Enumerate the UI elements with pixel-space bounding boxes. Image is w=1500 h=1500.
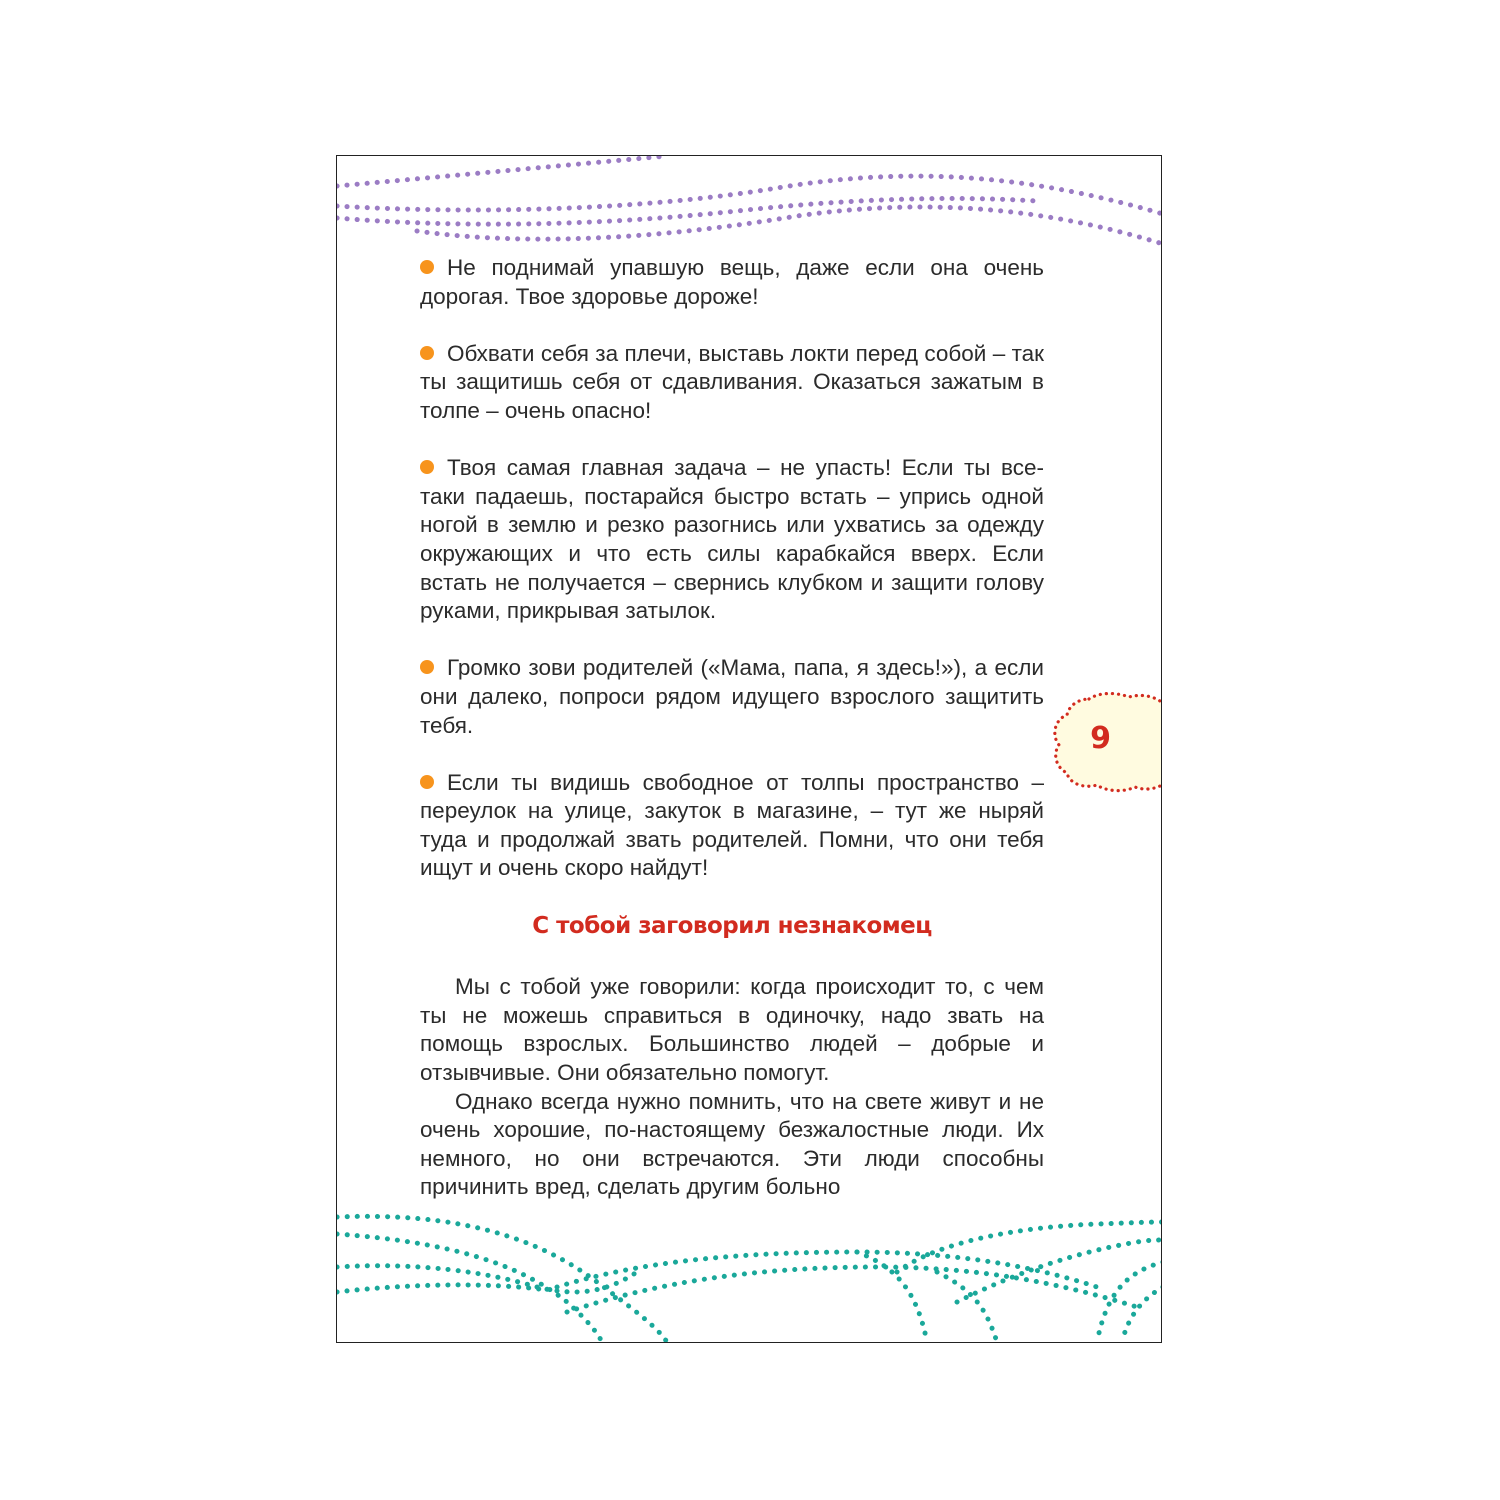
page-content bbox=[420, 254, 1044, 1202]
bullet-item bbox=[420, 454, 1044, 626]
orange-bullet-icon bbox=[420, 460, 434, 474]
bullet-item bbox=[420, 340, 1044, 426]
body-paragraph: Однако всегда нужно помнить, что на свете живут и не очень хорошие, по-настоящему безжалостные люди. Их немного, но они встречаются. Эти люди способны причинить вред, сделать другим больно bbox=[420, 1088, 1044, 1200]
body-paragraph: Мы с тобой уже говорили: когда происходит то, с чем ты не можешь справиться в одиночку, надо звать на помощь взрослых. Большинство людей – добрые и отзывчивые. Они обязательно помогут. bbox=[420, 974, 1044, 1086]
bullet-text: Твоя самая главная задача – не упасть! Если ты все-таки падаешь, постарайся быстро встать – упрись одной ногой в землю и резко разогнись или ухватись за одежду окружающих и что есть силы карабкайся вверх. Если встать не получается – свернись клубком и защити голову руками, прикрывая затылок. bbox=[420, 455, 1044, 624]
page-number: 9 bbox=[1090, 721, 1111, 756]
section-heading: С тобой заговорил незнакомец bbox=[532, 912, 932, 939]
bullet-item bbox=[420, 654, 1044, 740]
bullet-text: Если ты видишь свободное от толпы пространство – переулок на улице, закуток в магазине, – тут же ныряй туда и продолжай звать родителей. Помни, что они тебя ищут и очень скоро найдут! bbox=[420, 769, 1044, 881]
bottom-dotted-wave-decoration bbox=[337, 1212, 1162, 1342]
orange-bullet-icon bbox=[420, 775, 434, 789]
bullet-item bbox=[420, 254, 1044, 311]
bullet-text: Обхвати себя за плечи, выставь локти перед собой – так ты защитишь себя от сдавливания. Оказаться зажатым в толпе – очень опасно! bbox=[420, 340, 1044, 423]
orange-bullet-icon bbox=[420, 260, 434, 274]
page-number-badge bbox=[1053, 691, 1162, 793]
bullet-text: Не поднимай упавшую вещь, даже если она очень дорогая. Твое здоровье дороже! bbox=[420, 255, 1044, 309]
orange-bullet-icon bbox=[420, 660, 434, 674]
book-page bbox=[336, 155, 1162, 1343]
orange-bullet-icon bbox=[420, 346, 434, 360]
bullet-item bbox=[420, 769, 1044, 883]
top-dotted-wave-decoration bbox=[337, 156, 1162, 256]
bullet-text: Громко зови родителей («Мама, папа, я здесь!»), а если они далеко, попроси рядом идущего взрослого защитить тебя. bbox=[420, 655, 1044, 738]
